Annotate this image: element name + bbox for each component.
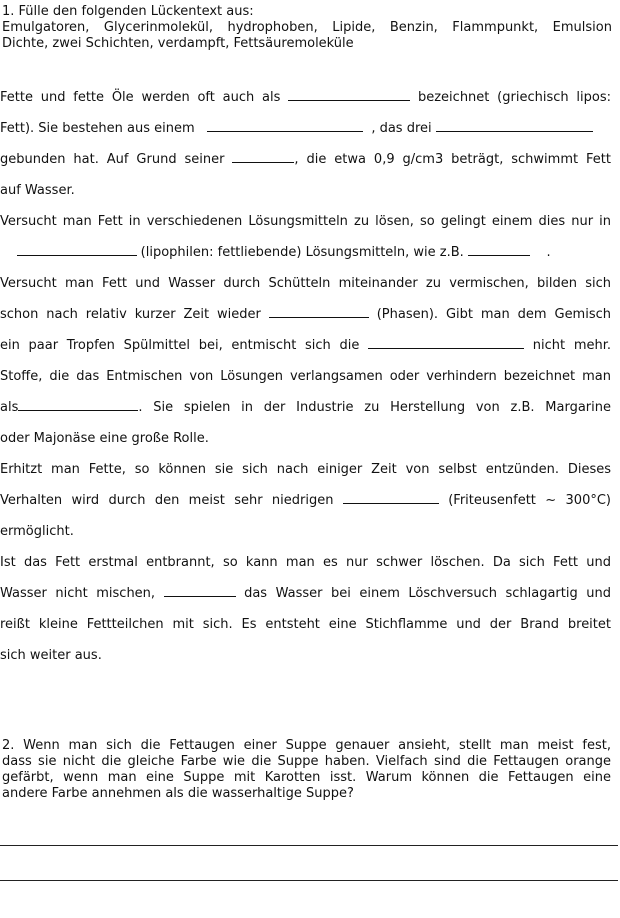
text-line: [0, 640, 611, 671]
text-segment: , die etwa 0,9 g/cm3 beträgt, schwimmt Fett: [294, 152, 611, 167]
text-segment: nicht mehr.: [532, 338, 611, 353]
question-line: 2. Wenn man sich die Fettaugen einer Suppe genauer ansieht, stellt man meist fest,: [2, 738, 611, 753]
text-segment: Wasser nicht mischen,: [0, 586, 156, 601]
text-line: [0, 206, 611, 237]
text-line: [0, 516, 611, 547]
task1-title: 1. Fülle den folgenden Lückentext aus:: [2, 4, 254, 19]
fill-blank[interactable]: [18, 398, 138, 411]
text-line: [0, 578, 611, 609]
text-segment: auf Wasser.: [0, 183, 75, 198]
text-segment: .: [546, 245, 551, 260]
fill-blank[interactable]: [288, 88, 410, 101]
text-line: [0, 144, 611, 175]
text-line: [0, 392, 611, 423]
fill-blank[interactable]: [207, 119, 363, 132]
text-segment: schon nach relativ kurzer Zeit wieder: [0, 307, 261, 322]
text-line: [0, 82, 611, 113]
text-segment: Fett). Sie bestehen aus einem: [0, 121, 195, 136]
word-bank-line: Emulgatoren, Glycerinmolekül, hydrophoben, Lipide, Benzin, Flammpunkt, Emulsion: [2, 20, 612, 35]
text-segment: sich weiter aus.: [0, 648, 102, 663]
text-line: [0, 609, 611, 640]
text-segment: , das drei: [371, 121, 432, 136]
text-line: [0, 485, 611, 516]
text-segment: (Friteusenfett ~ 300°C): [448, 493, 611, 508]
text-segment: ein paar Tropfen Spülmittel bei, entmischt sich die: [0, 338, 360, 353]
text-segment: oder Majonäse eine große Rolle.: [0, 431, 209, 446]
fill-blank[interactable]: [343, 491, 439, 504]
question-line: dass sie nicht die gleiche Farbe wie die Suppe haben. Vielfach sind die Fettaugen orange: [2, 754, 611, 769]
text-segment: gebunden hat. Auf Grund seiner: [0, 152, 225, 167]
text-segment: Versucht man Fett in verschiedenen Lösungsmitteln zu lösen, so gelingt einem dies nur in: [0, 214, 611, 229]
text-line: [0, 547, 611, 578]
fill-blank[interactable]: [17, 243, 137, 256]
text-segment: Verhalten wird durch den meist sehr niedrigen: [0, 493, 334, 508]
text-line: [0, 330, 611, 361]
fill-blank[interactable]: [269, 305, 369, 318]
fill-blank[interactable]: [164, 584, 236, 597]
fill-blank[interactable]: [368, 336, 524, 349]
text-segment: Stoffe, die das Entmischen von Lösungen verlangsamen oder verhindern bezeichnet man: [0, 369, 611, 384]
text-segment: (Phasen). Gibt man dem Gemisch: [376, 307, 611, 322]
text-line: [0, 175, 611, 206]
text-line: [0, 361, 611, 392]
text-segment: Versucht man Fett und Wasser durch Schütteln miteinander zu vermischen, bilden sich: [0, 276, 611, 291]
question-line: andere Farbe annehmen als die wasserhaltige Suppe?: [2, 786, 354, 801]
fill-blank[interactable]: [232, 150, 294, 163]
text-segment: . Sie spielen in der Industrie zu Herstellung von z.B. Margarine: [138, 400, 611, 415]
text-segment: Fette und fette Öle werden oft auch als: [0, 90, 281, 105]
text-line: [0, 113, 611, 144]
text-segment: Erhitzt man Fette, so können sie sich nach einiger Zeit von selbst entzünden. Dieses: [0, 462, 611, 477]
cloze-text: [0, 82, 611, 671]
text-segment: bezeichnet (griechisch lipos:: [417, 90, 611, 105]
text-line: [0, 268, 611, 299]
text-segment: Ist das Fett erstmal entbrannt, so kann man es nur schwer löschen. Da sich Fett und: [0, 555, 611, 570]
answer-line[interactable]: [0, 845, 618, 846]
text-line: [0, 454, 611, 485]
text-segment: das Wasser bei einem Löschversuch schlagartig und: [244, 586, 611, 601]
task1-header: [2, 4, 612, 52]
text-line: [0, 237, 611, 268]
answer-line[interactable]: [0, 880, 618, 881]
word-bank-line: Dichte, zwei Schichten, verdampft, Fettsäuremoleküle: [2, 36, 354, 51]
text-line: [0, 299, 611, 330]
text-segment: als: [0, 400, 19, 415]
text-segment: ermöglicht.: [0, 524, 74, 539]
task2-question: [2, 738, 611, 802]
text-segment: reißt kleine Fettteilchen mit sich. Es entsteht eine Stichflamme und der Brand breitet: [0, 617, 611, 632]
text-segment: (lipophilen: fettliebende) Lösungsmitteln, wie z.B.: [140, 245, 464, 260]
text-line: [0, 423, 611, 454]
question-line: gefärbt, wenn man eine Suppe mit Karotten isst. Warum können die Fettaugen eine: [2, 770, 611, 785]
fill-blank[interactable]: [436, 119, 593, 132]
fill-blank[interactable]: [468, 243, 530, 256]
